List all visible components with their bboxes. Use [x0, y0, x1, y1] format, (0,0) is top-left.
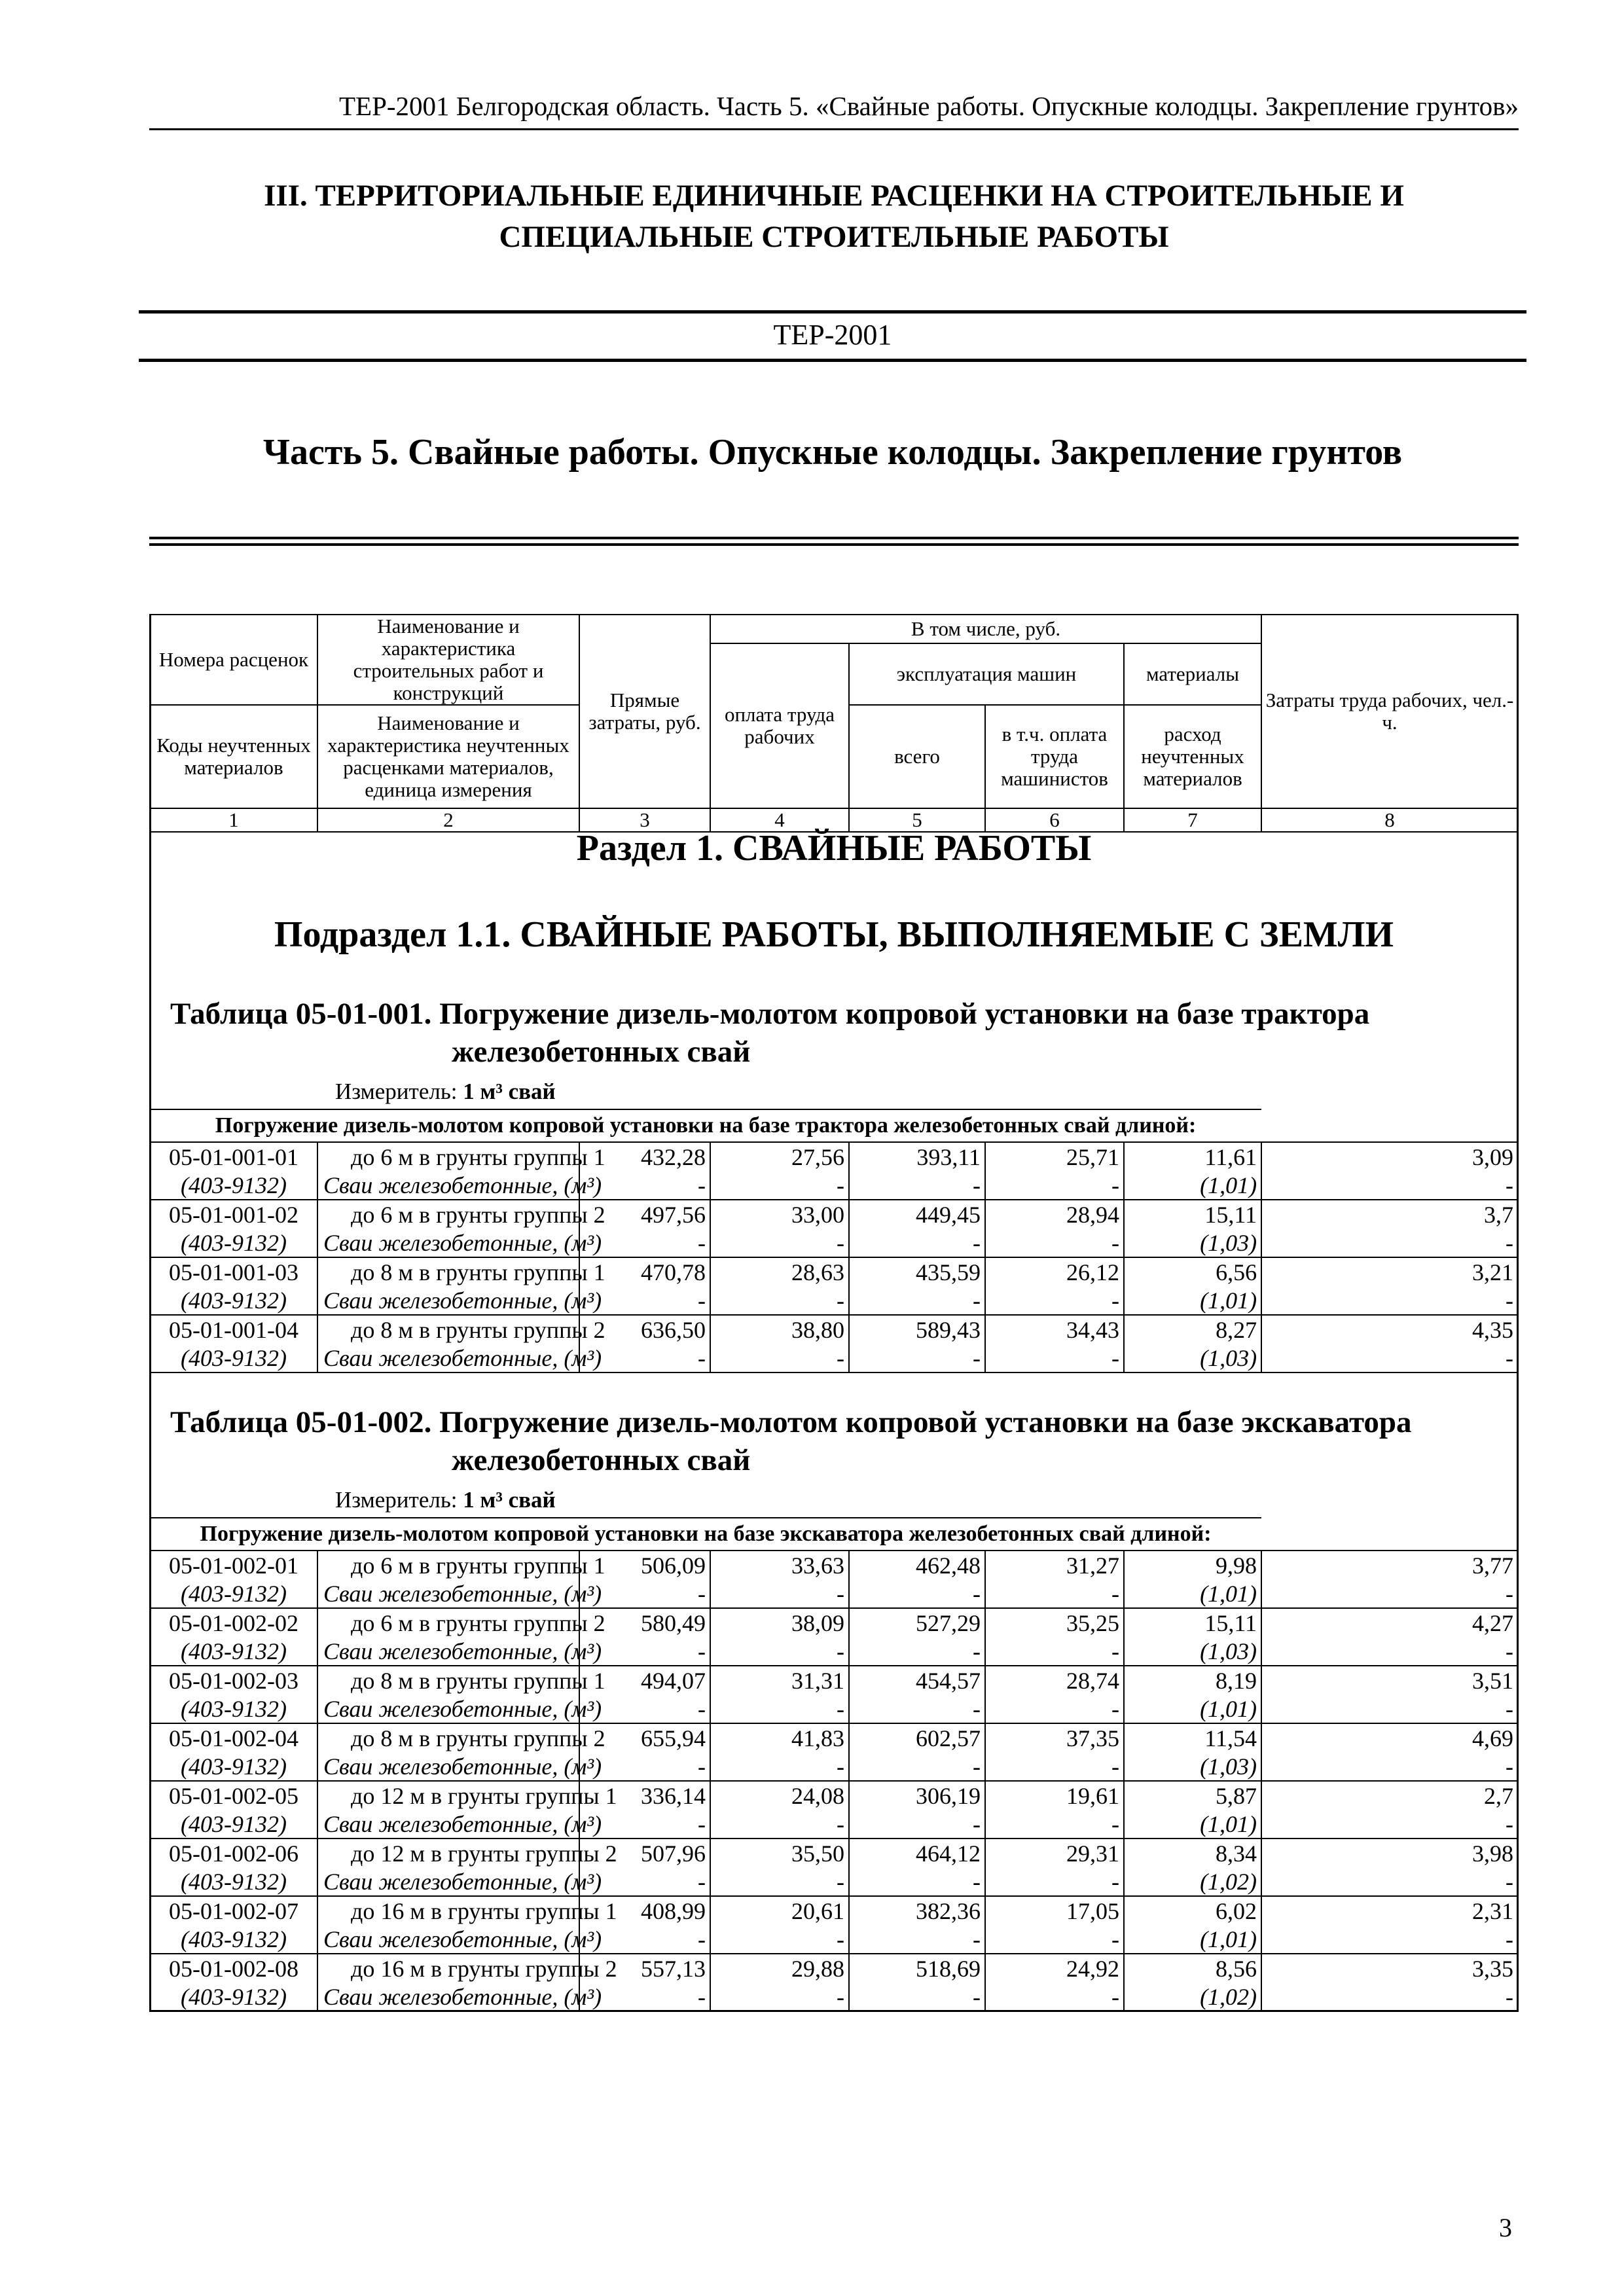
- column-number: 2: [317, 808, 579, 832]
- dash-cell: -: [710, 1286, 849, 1315]
- dash-cell: -: [849, 1695, 985, 1723]
- dash-cell: -: [710, 1229, 849, 1257]
- dash-cell: -: [1261, 1171, 1518, 1200]
- header-machines-total: всего: [849, 705, 985, 808]
- material-code: (403-9132): [150, 1579, 317, 1608]
- table-row: [150, 1608, 1518, 1637]
- dash-cell: -: [849, 1637, 985, 1666]
- dash-cell: -: [985, 1344, 1124, 1372]
- labor-hours: 4,69: [1261, 1723, 1518, 1752]
- rate-code: 05-01-001-03: [150, 1257, 317, 1286]
- materials: 9,98: [1124, 1551, 1261, 1579]
- header-material-names: Наименование и характеристика неучтенных расценками материалов, единица измерения: [317, 705, 579, 808]
- materials: 8,34: [1124, 1839, 1261, 1867]
- material-name: Сваи железобетонные, (м³): [317, 1752, 579, 1781]
- page-number: 3: [1499, 2213, 1512, 2242]
- table-row: [150, 1257, 1518, 1286]
- dash-cell: -: [985, 1695, 1124, 1723]
- work-name: до 8 м в грунты группы 2: [317, 1723, 579, 1752]
- table-caption-row: [150, 1518, 1518, 1551]
- rate-code: 05-01-002-05: [150, 1781, 317, 1810]
- rate-code: 05-01-002-07: [150, 1896, 317, 1925]
- dash-cell: -: [1261, 1695, 1518, 1723]
- labor-hours: 4,35: [1261, 1315, 1518, 1344]
- part-rule-2: [149, 543, 1519, 546]
- table-title-2-line-1: Таблица 05-01-002. Погружение дизель-молотом копровой установки на базе экскаватора: [170, 1405, 1412, 1439]
- table-row: [150, 1723, 1518, 1752]
- table-caption: Погружение дизель-молотом копровой установки на базе трактора железобетонных свай длиной:: [150, 1109, 1261, 1142]
- material-quantity: (1,01): [1124, 1171, 1261, 1200]
- part-title: Часть 5. Свайные работы. Опускные колодцы. Закрепление грунтов: [262, 432, 1403, 473]
- labor-hours: 3,35: [1261, 1954, 1518, 1982]
- part-rule-1: [149, 537, 1519, 539]
- dash-cell: -: [710, 1810, 849, 1839]
- table-title-1-line-1: Таблица 05-01-001. Погружение дизель-молотом копровой установки на базе трактора: [170, 997, 1370, 1031]
- table-title-2: [170, 1403, 1506, 1479]
- dash-cell: -: [579, 1867, 710, 1896]
- dash-cell: -: [985, 1867, 1124, 1896]
- dash-cell: -: [579, 1171, 710, 1200]
- dash-cell: -: [985, 1982, 1124, 2011]
- material-row: [150, 1752, 1518, 1781]
- material-code: (403-9132): [150, 1229, 317, 1257]
- column-header-table: [149, 614, 1519, 833]
- material-row: [150, 1695, 1518, 1723]
- dash-cell: -: [985, 1229, 1124, 1257]
- dash-cell: -: [985, 1752, 1124, 1781]
- direct-costs: 580,49: [579, 1608, 710, 1637]
- direct-costs: 636,50: [579, 1315, 710, 1344]
- header-machines: эксплуатация машин: [849, 643, 1124, 705]
- machines-total: 464,12: [849, 1839, 985, 1867]
- material-code: (403-9132): [150, 1695, 317, 1723]
- dash-cell: -: [849, 1286, 985, 1315]
- material-code: (403-9132): [150, 1925, 317, 1954]
- material-row: [150, 1982, 1518, 2011]
- dash-cell: -: [1261, 1286, 1518, 1315]
- rate-code: 05-01-002-04: [150, 1723, 317, 1752]
- work-name: до 8 м в грунты группы 2: [317, 1315, 579, 1344]
- meter-value: 1 м³ свай: [463, 1487, 556, 1513]
- labor-hours: 3,51: [1261, 1666, 1518, 1695]
- table-title-1: [170, 995, 1506, 1071]
- meter-label: Измеритель:: [335, 1487, 458, 1513]
- header-work-name: Наименование и характеристика строительных работ и конструкций: [317, 615, 579, 705]
- rate-code: 05-01-001-04: [150, 1315, 317, 1344]
- materials: 15,11: [1124, 1200, 1261, 1229]
- rate-code: 05-01-002-02: [150, 1608, 317, 1637]
- main-title-line-1: III. ТЕРРИТОРИАЛЬНЫЕ ЕДИНИЧНЫЕ РАСЦЕНКИ НА СТРОИТЕЛЬНЫЕ И: [264, 179, 1404, 213]
- dash-cell: -: [849, 1579, 985, 1608]
- dash-cell: -: [710, 1752, 849, 1781]
- machines-total: 382,36: [849, 1896, 985, 1925]
- direct-costs: 494,07: [579, 1666, 710, 1695]
- table-row: [150, 1954, 1518, 1982]
- material-code: (403-9132): [150, 1867, 317, 1896]
- work-name: до 8 м в грунты группы 1: [317, 1257, 579, 1286]
- rate-code: 05-01-002-08: [150, 1954, 317, 1982]
- direct-costs: 655,94: [579, 1723, 710, 1752]
- dash-cell: -: [579, 1229, 710, 1257]
- rates-table-2: [149, 1517, 1519, 2012]
- dash-cell: -: [849, 1810, 985, 1839]
- header-materials: материалы: [1124, 643, 1261, 705]
- machines-pay: 25,71: [985, 1142, 1124, 1171]
- labor-hours: 3,77: [1261, 1551, 1518, 1579]
- header-including: В том числе, руб.: [710, 615, 1261, 643]
- material-code: (403-9132): [150, 1810, 317, 1839]
- machines-total: 449,45: [849, 1200, 985, 1229]
- column-number: 1: [150, 808, 317, 832]
- machines-total: 602,57: [849, 1723, 985, 1752]
- work-name: до 6 м в грунты группы 2: [317, 1200, 579, 1229]
- table-row: [150, 1839, 1518, 1867]
- dash-cell: -: [1261, 1925, 1518, 1954]
- dash-cell: -: [849, 1982, 985, 2011]
- machines-pay: 24,92: [985, 1954, 1124, 1982]
- material-row: [150, 1637, 1518, 1666]
- work-name: до 16 м в грунты группы 1: [317, 1896, 579, 1925]
- machines-total: 518,69: [849, 1954, 985, 1982]
- doc-id-rule-bottom: [139, 359, 1526, 362]
- rate-code: 05-01-002-03: [150, 1666, 317, 1695]
- material-quantity: (1,01): [1124, 1286, 1261, 1315]
- doc-id: ТЕР-2001: [773, 319, 892, 351]
- material-code: (403-9132): [150, 1637, 317, 1666]
- material-code: (403-9132): [150, 1171, 317, 1200]
- material-row: [150, 1925, 1518, 1954]
- machines-pay: 29,31: [985, 1839, 1124, 1867]
- header-rule: [149, 128, 1519, 130]
- material-row: [150, 1171, 1518, 1200]
- dash-cell: -: [1261, 1344, 1518, 1372]
- header-machines-pay: в т.ч. оплата труда машинистов: [985, 705, 1124, 808]
- machines-pay: 28,74: [985, 1666, 1124, 1695]
- column-number: 5: [849, 808, 985, 832]
- direct-costs: 557,13: [579, 1954, 710, 1982]
- material-quantity: (1,03): [1124, 1637, 1261, 1666]
- work-name: до 8 м в грунты группы 1: [317, 1666, 579, 1695]
- machines-total: 435,59: [849, 1257, 985, 1286]
- meter-2: [335, 1486, 556, 1515]
- dash-cell: -: [579, 1925, 710, 1954]
- dash-cell: -: [849, 1867, 985, 1896]
- header-labor-costs: Затраты труда рабочих, чел.-ч.: [1261, 615, 1518, 808]
- material-quantity: (1,01): [1124, 1579, 1261, 1608]
- labor-pay: 33,63: [710, 1551, 849, 1579]
- material-code: (403-9132): [150, 1752, 317, 1781]
- labor-pay: 33,00: [710, 1200, 849, 1229]
- labor-pay: 24,08: [710, 1781, 849, 1810]
- material-name: Сваи железобетонные, (м³): [317, 1579, 579, 1608]
- rates-table-1: [149, 1109, 1519, 1373]
- material-name: Сваи железобетонные, (м³): [317, 1171, 579, 1200]
- table-title-1-line-2: железобетонных свай: [452, 1035, 751, 1069]
- meter-value: 1 м³ свай: [463, 1079, 556, 1104]
- machines-pay: 28,94: [985, 1200, 1124, 1229]
- dash-cell: -: [1261, 1229, 1518, 1257]
- machines-pay: 37,35: [985, 1723, 1124, 1752]
- machines-pay: 26,12: [985, 1257, 1124, 1286]
- header-material-codes: Коды неучтенных материалов: [150, 705, 317, 808]
- labor-pay: 41,83: [710, 1723, 849, 1752]
- dash-cell: -: [710, 1171, 849, 1200]
- materials: 8,27: [1124, 1315, 1261, 1344]
- machines-pay: 19,61: [985, 1781, 1124, 1810]
- table-row: [150, 1315, 1518, 1344]
- labor-pay: 28,63: [710, 1257, 849, 1286]
- material-quantity: (1,02): [1124, 1982, 1261, 2011]
- material-quantity: (1,01): [1124, 1695, 1261, 1723]
- materials: 8,56: [1124, 1954, 1261, 1982]
- labor-hours: 2,31: [1261, 1896, 1518, 1925]
- dash-cell: -: [985, 1810, 1124, 1839]
- machines-total: 454,57: [849, 1666, 985, 1695]
- labor-hours: 2,7: [1261, 1781, 1518, 1810]
- machines-total: 589,43: [849, 1315, 985, 1344]
- column-number: 6: [985, 808, 1124, 832]
- material-row: [150, 1810, 1518, 1839]
- dash-cell: -: [710, 1637, 849, 1666]
- material-name: Сваи железобетонные, (м³): [317, 1982, 579, 2011]
- dash-cell: -: [1261, 1752, 1518, 1781]
- table-row: [150, 1200, 1518, 1229]
- column-number: 3: [579, 808, 710, 832]
- dash-cell: -: [985, 1286, 1124, 1315]
- dash-cell: -: [849, 1344, 985, 1372]
- subsection-title: Подраздел 1.1. СВАЙНЫЕ РАБОТЫ, ВЫПОЛНЯЕМЫЕ С ЗЕМЛИ: [274, 914, 1394, 955]
- header-labor-pay: оплата труда рабочих: [710, 643, 849, 808]
- direct-costs: 432,28: [579, 1142, 710, 1171]
- dash-cell: -: [985, 1637, 1124, 1666]
- table-row: [150, 1781, 1518, 1810]
- dash-cell: -: [849, 1171, 985, 1200]
- header-materials-use: расход неучтенных материалов: [1124, 705, 1261, 808]
- labor-pay: 38,80: [710, 1315, 849, 1344]
- rate-code: 05-01-001-01: [150, 1142, 317, 1171]
- material-quantity: (1,03): [1124, 1752, 1261, 1781]
- rate-code: 05-01-002-06: [150, 1839, 317, 1867]
- labor-pay: 20,61: [710, 1896, 849, 1925]
- dash-cell: -: [710, 1695, 849, 1723]
- dash-cell: -: [710, 1925, 849, 1954]
- main-title-line-2: СПЕЦИАЛЬНЫЕ СТРОИТЕЛЬНЫЕ РАБОТЫ: [499, 220, 1169, 254]
- labor-hours: 3,7: [1261, 1200, 1518, 1229]
- dash-cell: -: [1261, 1579, 1518, 1608]
- labor-hours: 4,27: [1261, 1608, 1518, 1637]
- machines-pay: 17,05: [985, 1896, 1124, 1925]
- direct-costs: 408,99: [579, 1896, 710, 1925]
- direct-costs: 336,14: [579, 1781, 710, 1810]
- doc-id-rule-top: [139, 310, 1526, 314]
- table-row: [150, 1666, 1518, 1695]
- machines-total: 306,19: [849, 1781, 985, 1810]
- table-caption-row: [150, 1109, 1518, 1142]
- column-number: 8: [1261, 808, 1518, 832]
- work-name: до 16 м в грунты группы 2: [317, 1954, 579, 1982]
- direct-costs: 470,78: [579, 1257, 710, 1286]
- materials: 8,19: [1124, 1666, 1261, 1695]
- labor-pay: 35,50: [710, 1839, 849, 1867]
- material-name: Сваи железобетонные, (м³): [317, 1867, 579, 1896]
- machines-pay: 34,43: [985, 1315, 1124, 1344]
- material-code: (403-9132): [150, 1982, 317, 2011]
- rate-code: 05-01-002-01: [150, 1551, 317, 1579]
- labor-pay: 31,31: [710, 1666, 849, 1695]
- material-name: Сваи железобетонные, (м³): [317, 1344, 579, 1372]
- dash-cell: -: [985, 1925, 1124, 1954]
- dash-cell: -: [1261, 1637, 1518, 1666]
- dash-cell: -: [579, 1752, 710, 1781]
- material-row: [150, 1579, 1518, 1608]
- material-quantity: (1,02): [1124, 1867, 1261, 1896]
- dash-cell: -: [1261, 1867, 1518, 1896]
- material-quantity: (1,01): [1124, 1810, 1261, 1839]
- dash-cell: -: [579, 1695, 710, 1723]
- material-code: (403-9132): [150, 1286, 317, 1315]
- table-caption: Погружение дизель-молотом копровой установки на базе экскаватора железобетонных свай длиной:: [150, 1518, 1261, 1551]
- dash-cell: -: [579, 1982, 710, 2011]
- materials: 6,02: [1124, 1896, 1261, 1925]
- main-title: [149, 175, 1519, 258]
- dash-cell: -: [849, 1752, 985, 1781]
- labor-pay: 27,56: [710, 1142, 849, 1171]
- labor-hours: 3,21: [1261, 1257, 1518, 1286]
- machines-total: 527,29: [849, 1608, 985, 1637]
- dash-cell: -: [849, 1229, 985, 1257]
- work-name: до 6 м в грунты группы 2: [317, 1608, 579, 1637]
- direct-costs: 507,96: [579, 1839, 710, 1867]
- table-row: [150, 1551, 1518, 1579]
- dash-cell: -: [579, 1579, 710, 1608]
- labor-hours: 3,09: [1261, 1142, 1518, 1171]
- machines-total: 393,11: [849, 1142, 985, 1171]
- material-name: Сваи железобетонные, (м³): [317, 1637, 579, 1666]
- direct-costs: 497,56: [579, 1200, 710, 1229]
- labor-pay: 38,09: [710, 1608, 849, 1637]
- dash-cell: -: [710, 1344, 849, 1372]
- material-row: [150, 1229, 1518, 1257]
- dash-cell: -: [579, 1810, 710, 1839]
- dash-cell: -: [985, 1579, 1124, 1608]
- material-quantity: (1,03): [1124, 1229, 1261, 1257]
- dash-cell: -: [849, 1925, 985, 1954]
- header-direct-costs: Прямые затраты, руб.: [579, 615, 710, 808]
- material-row: [150, 1344, 1518, 1372]
- materials: 11,61: [1124, 1142, 1261, 1171]
- labor-hours: 3,98: [1261, 1839, 1518, 1867]
- dash-cell: -: [1261, 1982, 1518, 2011]
- rate-code: 05-01-001-02: [150, 1200, 317, 1229]
- material-quantity: (1,01): [1124, 1925, 1261, 1954]
- material-row: [150, 1867, 1518, 1896]
- materials: 11,54: [1124, 1723, 1261, 1752]
- dash-cell: -: [579, 1286, 710, 1315]
- meter-label: Измеритель:: [335, 1079, 458, 1104]
- materials: 5,87: [1124, 1781, 1261, 1810]
- work-name: до 12 м в грунты группы 2: [317, 1839, 579, 1867]
- material-name: Сваи железобетонные, (м³): [317, 1286, 579, 1315]
- material-name: Сваи железобетонные, (м³): [317, 1695, 579, 1723]
- material-code: (403-9132): [150, 1344, 317, 1372]
- dash-cell: -: [710, 1579, 849, 1608]
- table-row: [150, 1896, 1518, 1925]
- dash-cell: -: [1261, 1810, 1518, 1839]
- labor-pay: 29,88: [710, 1954, 849, 1982]
- material-name: Сваи железобетонные, (м³): [317, 1925, 579, 1954]
- work-name: до 6 м в грунты группы 1: [317, 1551, 579, 1579]
- work-name: до 6 м в грунты группы 1: [317, 1142, 579, 1171]
- machines-pay: 35,25: [985, 1608, 1124, 1637]
- table-title-2-line-2: железобетонных свай: [452, 1443, 751, 1477]
- material-quantity: (1,03): [1124, 1344, 1261, 1372]
- column-number: 7: [1124, 808, 1261, 832]
- table-row: [150, 1142, 1518, 1171]
- dash-cell: -: [579, 1637, 710, 1666]
- dash-cell: -: [710, 1867, 849, 1896]
- section-title: Раздел 1. СВАЙНЫЕ РАБОТЫ: [576, 828, 1092, 869]
- header-rate-numbers: Номера расценок: [150, 615, 317, 705]
- dash-cell: -: [579, 1344, 710, 1372]
- dash-cell: -: [985, 1171, 1124, 1200]
- material-name: Сваи железобетонные, (м³): [317, 1229, 579, 1257]
- materials: 6,56: [1124, 1257, 1261, 1286]
- direct-costs: 506,09: [579, 1551, 710, 1579]
- dash-cell: -: [710, 1982, 849, 2011]
- machines-total: 462,48: [849, 1551, 985, 1579]
- running-header: ТЕР-2001 Белгородская область. Часть 5. «Свайные работы. Опускные колодцы. Закрепление грунтов»: [339, 91, 1519, 121]
- material-name: Сваи железобетонные, (м³): [317, 1810, 579, 1839]
- meter-1: [335, 1077, 556, 1106]
- materials: 15,11: [1124, 1608, 1261, 1637]
- column-number: 4: [710, 808, 849, 832]
- material-row: [150, 1286, 1518, 1315]
- work-name: до 12 м в грунты группы 1: [317, 1781, 579, 1810]
- machines-pay: 31,27: [985, 1551, 1124, 1579]
